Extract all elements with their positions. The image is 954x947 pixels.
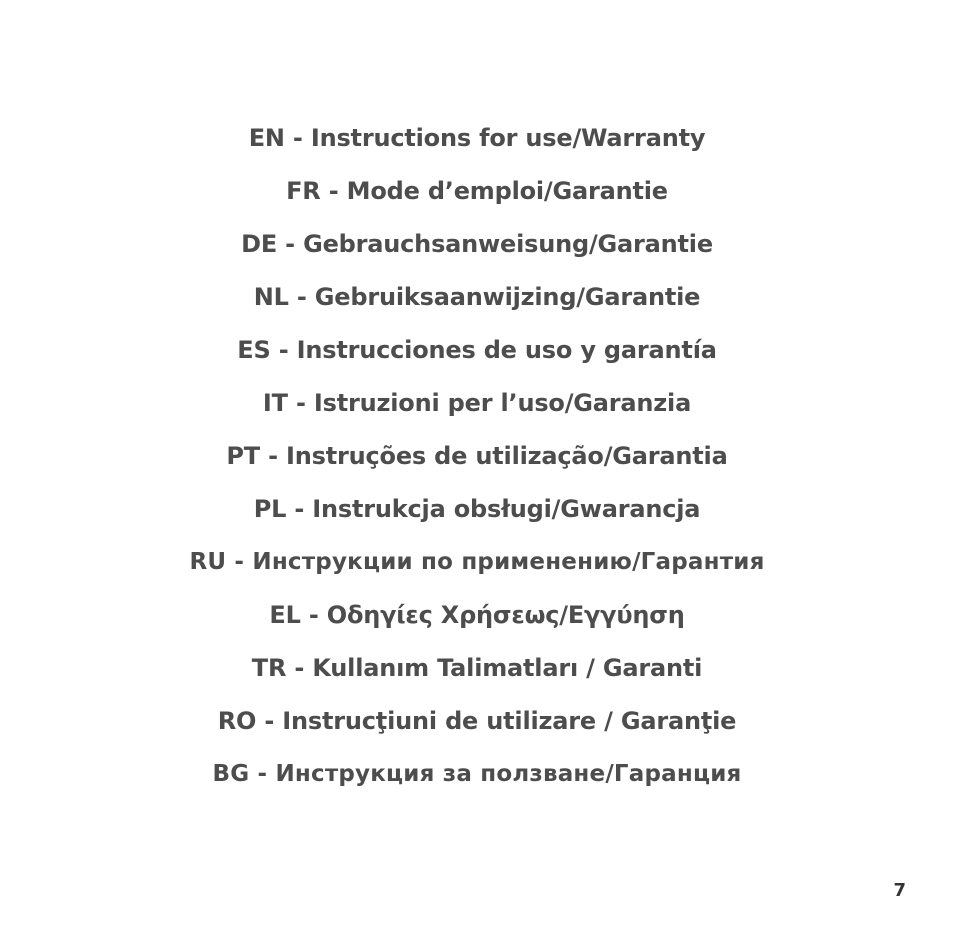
language-item-el: EL - Οδηγίες Χρήσεως/Εγγύηση xyxy=(269,601,685,629)
language-item-fr: FR - Mode d’emploi/Garantie xyxy=(286,177,668,205)
language-item-pt: PT - Instruções de utilização/Garantia xyxy=(226,442,728,470)
language-item-bg: BG - Инструкция за ползване/Гаранция xyxy=(212,761,742,787)
language-item-it: IT - Istruzioni per l’uso/Garanzia xyxy=(262,389,692,417)
language-item-tr: TR - Kullanım Talimatları / Garanti xyxy=(251,654,703,682)
language-item-en: EN - Instructions for use/Warranty xyxy=(248,124,706,152)
language-item-es: ES - Instrucciones de uso y garantía xyxy=(237,336,717,364)
language-item-pl: PL - Instrukcja obsługi/Gwarancja xyxy=(253,495,701,523)
language-item-de: DE - Gebrauchsanweisung/Garantie xyxy=(241,230,713,258)
language-item-nl: NL - Gebruiksaanwijzing/Garantie xyxy=(253,283,701,311)
page-number: 7 xyxy=(893,880,906,901)
language-item-ru: RU - Инструкции по применению/Гарантия xyxy=(189,549,765,575)
language-item-ro: RO - Instrucţiuni de utilizare / Garanţie xyxy=(217,707,737,735)
